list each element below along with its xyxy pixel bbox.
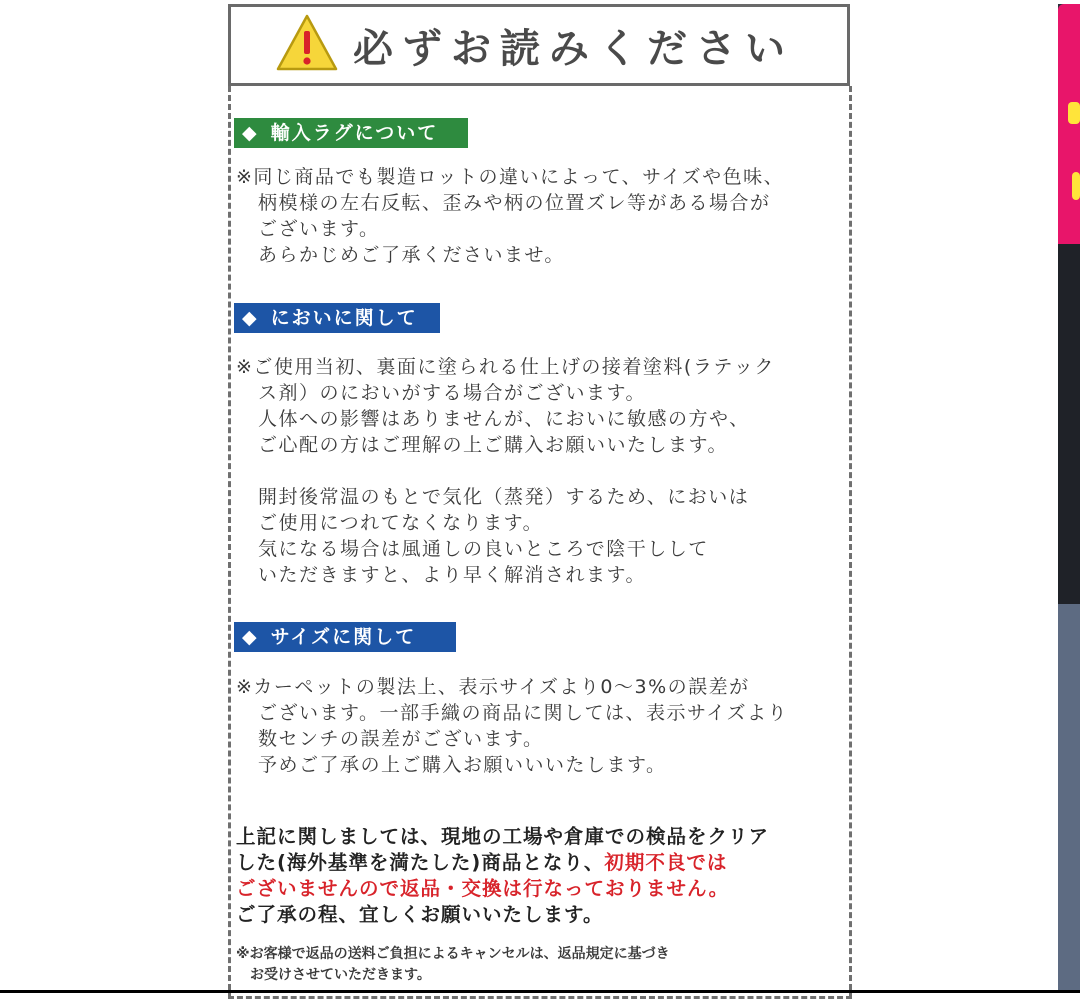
text-line: ご了承の程、宜しくお願いいたします。: [236, 903, 604, 926]
text-line: 柄模様の左右反転、歪みや柄の位置ズレ等がある場合が: [258, 192, 771, 214]
footnote-line: ※お客様で返品の送料ご負担によるキャンセルは、返品規定に基づき: [236, 946, 670, 962]
adjacent-product-image[interactable]: [1058, 4, 1080, 993]
text-line: した(海外基準を満たした)商品となり、: [236, 851, 605, 874]
notice-text: [236, 824, 769, 928]
text-line: 予めご了承の上ご購入お願いいいたします。: [258, 754, 667, 776]
text-line: ※ご使用当初、裏面に塗られる仕上げの接着塗料(ラテック: [236, 356, 775, 378]
header-box: [228, 4, 850, 86]
diamond-icon: ◆: [242, 626, 259, 648]
text-line: ございます。一部手織の商品に関しては、表示サイズより: [258, 702, 788, 724]
text-line: 数センチの誤差がございます。: [258, 728, 544, 750]
warning-triangle-icon: [275, 13, 339, 73]
notice-panel: [228, 4, 850, 993]
text-line: 上記に関しましては、現地の工場や倉庫での検品をクリア: [236, 825, 770, 848]
text-line: いただきますと、より早く解消されます。: [258, 564, 646, 586]
section-tag-label: においに関して: [270, 307, 418, 329]
text-line: 開封後常温のもとで気化（蒸発）するため、においは: [258, 486, 750, 508]
text-line: ご使用につれてなくなります。: [258, 512, 544, 534]
text-line: ※同じ商品でも製造ロットの違いによって、サイズや色味、: [236, 166, 785, 188]
text-line: ※カーペットの製法上、表示サイズより0〜3%の誤差が: [236, 676, 750, 698]
section-tag-size: [234, 622, 456, 652]
diamond-icon: ◆: [242, 307, 259, 329]
warning-text: 初期不良では: [604, 851, 728, 874]
text-line: 人体への影響はありませんが、においに敏感の方や、: [258, 408, 750, 430]
footnote: [236, 944, 670, 986]
section-tag-label: サイズに関して: [270, 626, 417, 648]
section-tag-import: [234, 118, 468, 148]
page-title: 必ずお読みください: [353, 26, 794, 72]
footnote-line: お受けさせていただきます。: [250, 967, 431, 983]
warning-text: ございませんので返品・交換は行なっておりません。: [236, 877, 730, 900]
text-line: ございます。: [258, 218, 380, 240]
section-tag-smell: [234, 303, 440, 333]
text-line: ご心配の方はご理解の上ご購入お願いいたします。: [258, 434, 728, 456]
diamond-icon: ◆: [242, 122, 259, 144]
section-text-smell: [236, 354, 775, 588]
section-tag-label: 輸入ラグについて: [270, 122, 439, 144]
text-line: ス剤）のにおいがする場合がございます。: [258, 382, 646, 404]
section-text-size: [236, 674, 788, 778]
text-line: 気になる場合は風通しの良いところで陰干しして: [258, 538, 709, 560]
section-text-import: [236, 164, 784, 268]
text-line: あらかじめご了承くださいませ。: [258, 244, 565, 266]
